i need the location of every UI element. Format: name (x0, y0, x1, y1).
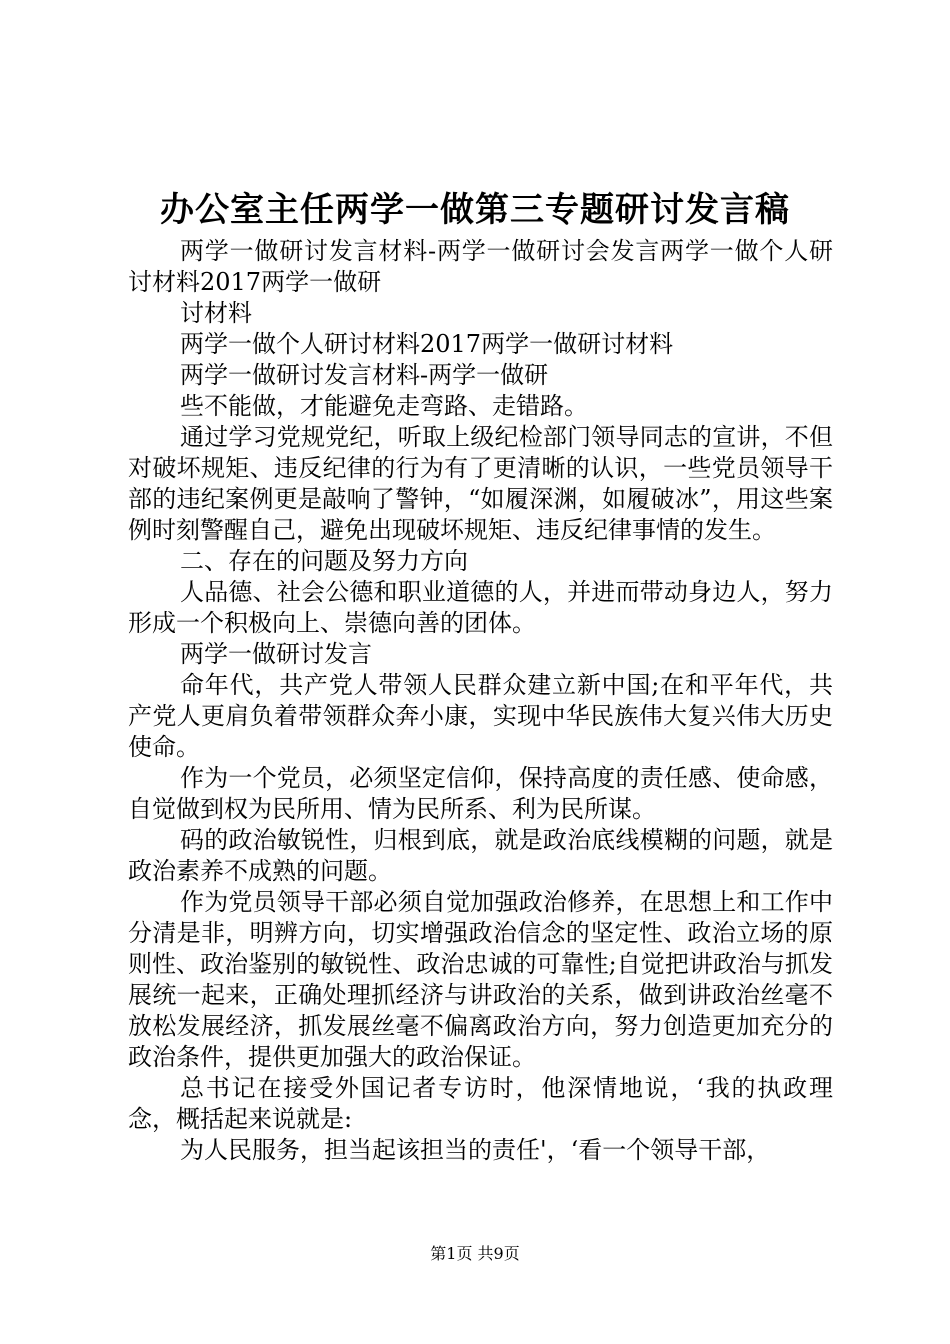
paragraph: 人品德、社会公德和职业道德的人，并进而带动身边人，努力形成一个积极向上、崇德向善的团体。 (128, 578, 833, 637)
paragraph: 作为一个党员，必须坚定信仰，保持高度的责任感、使命感，自觉做到权为民所用、情为民所系、利为民所谋。 (128, 764, 833, 823)
paragraph: 为人民服务，担当起该担当的责任'，‘看一个领导干部， (180, 1136, 771, 1164)
paragraph: 作为党员领导干部必须自觉加强政治修养，在思想上和工作中分清是非，明辨方向，切实增强政治信念的坚定性、政治立场的原则性、政治鉴别的敏锐性、政治忠诚的可靠性;自觉把讲政治与抓发展统一起来，正确处理抓经济与讲政治的关系，做到讲政治丝毫不放松发展经济，抓发展丝毫不偏离政治方向，努力创造更加充分的政治条件，提供更加强大的政治保证。 (128, 888, 833, 1071)
paragraph: 些不能做，才能避免走弯路、走错路。 (180, 392, 588, 420)
paragraph: 两学一做个人研讨材料2017两学一做研讨材料 (180, 330, 674, 358)
paragraph: 两学一做研讨发言材料-两学一做研 (180, 361, 549, 389)
paragraph: 讨材料 (180, 299, 252, 327)
document-title: 办公室主任两学一做第三专题研讨发言稿 (160, 190, 790, 230)
document-body (128, 236, 833, 1166)
page-footer: 第1页 共9页 (430, 1244, 520, 1263)
section-heading: 二、存在的问题及努力方向 (180, 547, 468, 575)
paragraph: 通过学习党规党纪，听取上级纪检部门领导同志的宣讲，不但对破坏规矩、违反纪律的行为有了更清晰的认识，一些党员领导干部的违纪案例更是敲响了警钟，“如履深渊，如履破冰”，用这些案例时刻警醒自己，避免出现破坏规矩、违反纪律事情的发生。 (128, 423, 833, 544)
paragraph: 命年代，共产党人带领人民群众建立新中国;在和平年代，共产党人更肩负着带领群众奔小康，实现中华民族伟大复兴伟大历史使命。 (128, 671, 833, 761)
paragraph: 两学一做研讨发言材料-两学一做研讨会发言两学一做个人研讨材料2017两学一做研 (128, 237, 833, 296)
paragraph: 总书记在接受外国记者专访时，他深情地说，‘我的执政理念，概括起来说就是: (128, 1074, 833, 1133)
paragraph: 两学一做研讨发言 (180, 640, 372, 668)
paragraph: 码的政治敏锐性，归根到底，就是政治底线模糊的问题，就是政治素养不成熟的问题。 (128, 826, 833, 885)
